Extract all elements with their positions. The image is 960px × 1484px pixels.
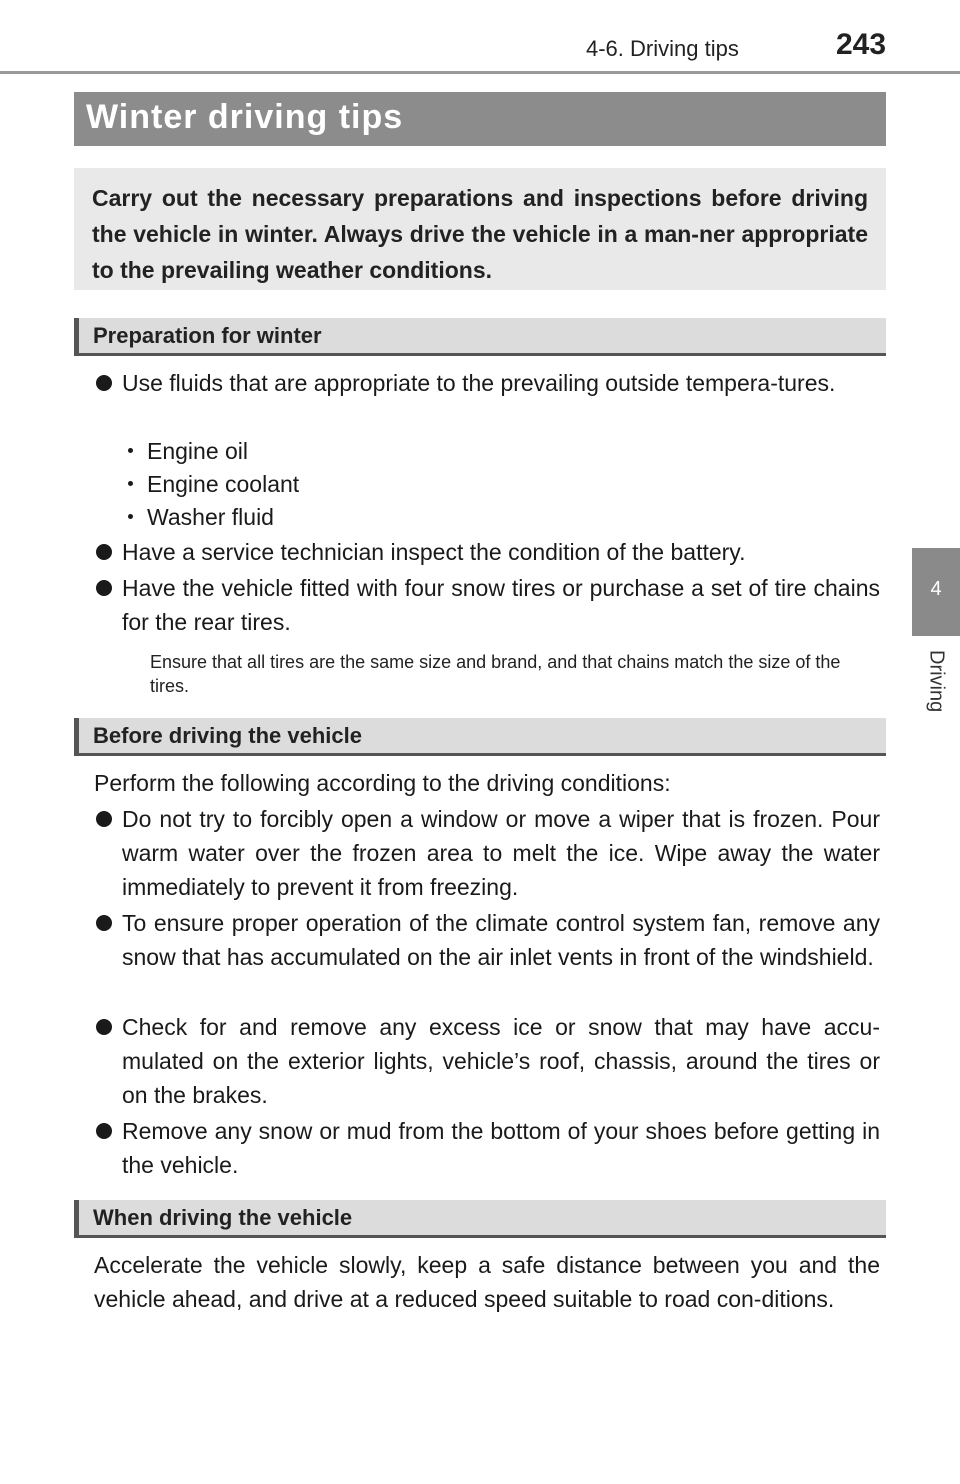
list-item-text: To ensure proper operation of the climate control system fan, remove any snow that has accumulated on the air inlet vents in front of the windshield. [122, 910, 880, 970]
section-lead-text: Perform the following according to the driving conditions: [94, 770, 671, 796]
bullet-icon [96, 1123, 112, 1139]
list-item [96, 535, 880, 569]
list-item [96, 366, 880, 400]
list-item [96, 802, 880, 904]
list-item-text: Check for and remove any excess ice or snow that may have accu-mulated on the exterior lights, vehicle’s roof, chassis, around the tires or on the brakes. [122, 1014, 880, 1108]
list-item-text: Have a service technician inspect the condition of the battery. [122, 539, 746, 565]
bullet-icon [96, 811, 112, 827]
list-item-text: Have the vehicle fitted with four snow tires or purchase a set of tire chains for the rear tires. [122, 575, 880, 635]
bullet-icon [128, 481, 133, 486]
list-item-text: Do not try to forcibly open a window or move a wiper that is frozen. Pour warm water over the frozen area to melt the ice. Wipe away the water immediately to prevent it from freezing. [122, 806, 880, 900]
section-heading-when-driving [74, 1200, 886, 1238]
chapter-tab [912, 548, 960, 636]
intro-box [74, 168, 886, 290]
bullet-icon [96, 915, 112, 931]
sub-list-item [128, 467, 299, 501]
header-divider [0, 71, 960, 74]
section-heading-before-driving [74, 718, 886, 756]
bullet-icon [96, 375, 112, 391]
sub-list-item-text: Engine oil [147, 438, 249, 464]
sub-list-item [128, 500, 274, 534]
section-heading-preparation [74, 318, 886, 356]
list-item [96, 906, 880, 974]
bullet-icon [128, 448, 133, 453]
section-heading-text: When driving the vehicle [93, 1205, 353, 1230]
list-item [96, 1114, 880, 1182]
list-item [96, 571, 880, 639]
bullet-icon [96, 1019, 112, 1035]
page-title-bar [74, 92, 886, 146]
sub-list-item [128, 434, 248, 468]
chapter-label [914, 650, 958, 730]
list-item-text: Use fluids that are appropriate to the prevailing outside tempera-tures. [122, 370, 836, 396]
section-heading-text: Preparation for winter [93, 323, 322, 348]
bullet-icon [96, 580, 112, 596]
bullet-icon [96, 544, 112, 560]
section-body-text: Accelerate the vehicle slowly, keep a safe distance between you and the vehicle ahead, and drive at a reduced speed suitable to road con-ditions. [94, 1252, 880, 1312]
sub-list-item-text: Engine coolant [147, 471, 300, 497]
bullet-icon [128, 514, 133, 519]
page-number: 243 [836, 28, 887, 61]
intro-text: Carry out the necessary preparations and inspections before driving the vehicle in winter. Always drive the vehicle in a man-ner appropriate to the prevailing weather conditions. [92, 185, 868, 283]
note-text: Ensure that all tires are the same size and brand, and that chains match the size of the tires. [150, 652, 841, 696]
list-item [96, 1010, 880, 1112]
section-heading-text: Before driving the vehicle [93, 723, 362, 748]
chapter-number: 4 [930, 578, 942, 600]
page-title: Winter driving tips [86, 98, 404, 136]
sub-list-item-text: Washer fluid [147, 504, 274, 530]
running-head: 4-6. Driving tips [586, 36, 739, 61]
chapter-label-text: Driving [925, 650, 948, 713]
list-item-text: Remove any snow or mud from the bottom of your shoes before getting in the vehicle. [122, 1118, 880, 1178]
